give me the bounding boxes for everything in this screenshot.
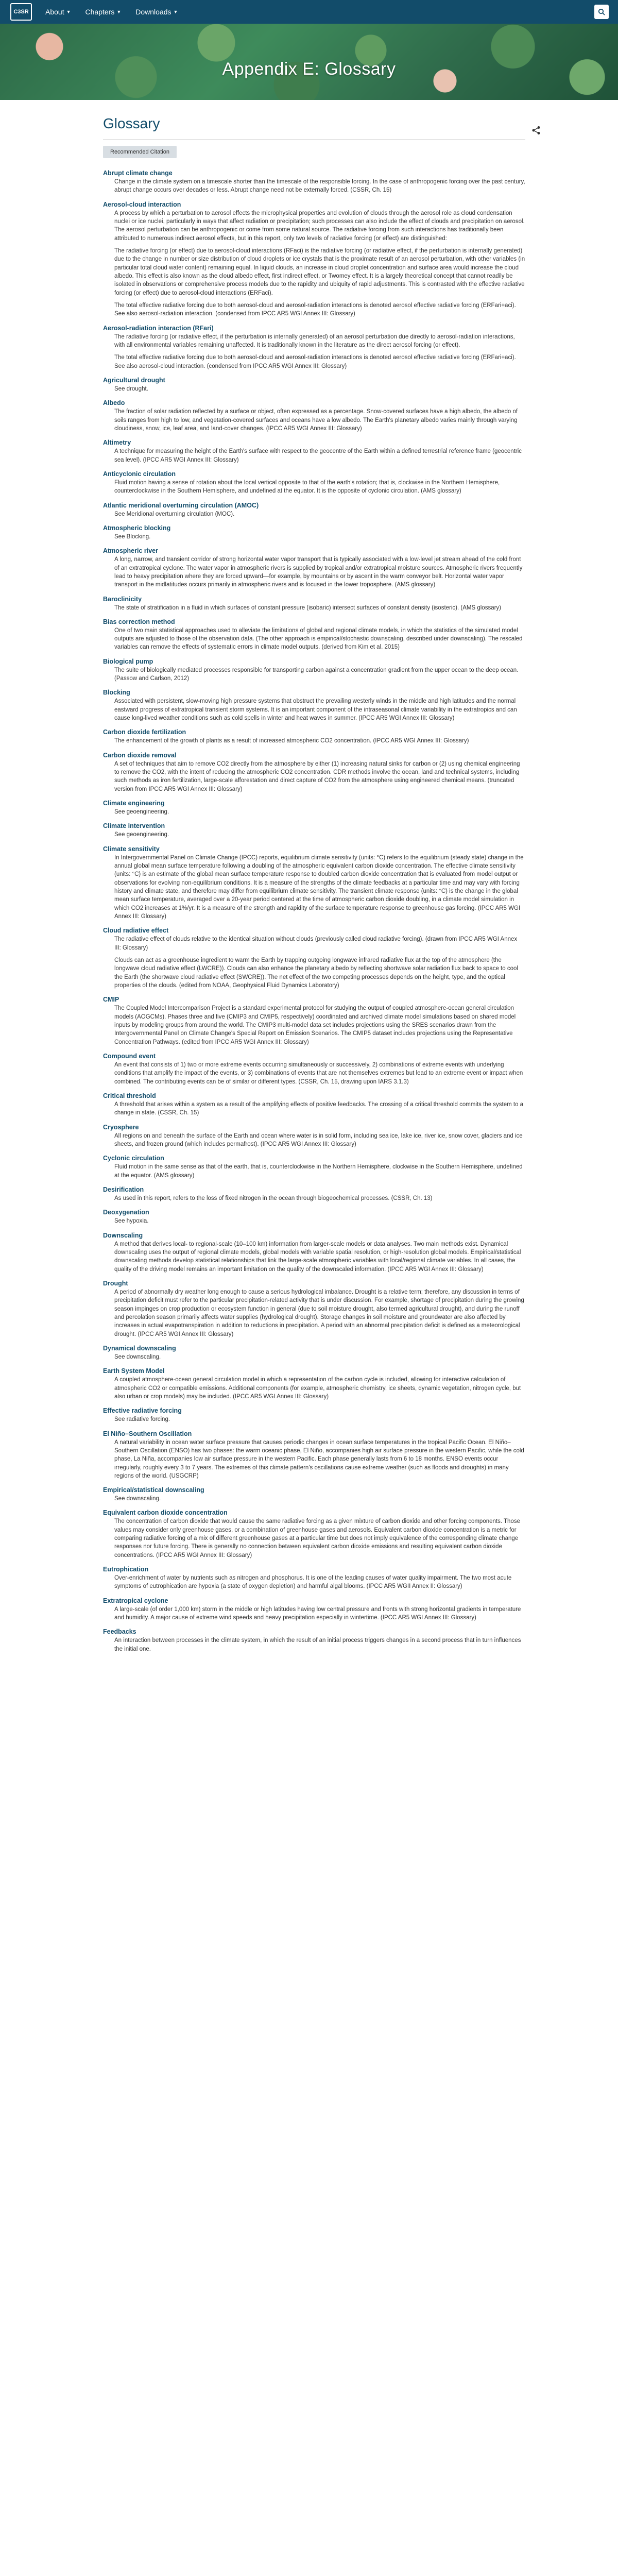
glossary-entry bbox=[103, 524, 525, 541]
glossary-entry bbox=[103, 618, 525, 652]
definition-paragraph: The suite of biologically mediated processes responsible for transporting carbon against a concentration gradient from the upper ocean to the deep ocean. (Passow and Carlson, 2012) bbox=[114, 667, 519, 682]
definition-paragraph: See Meridional overturning circulation (MOC). bbox=[114, 511, 235, 517]
glossary-definition bbox=[114, 533, 525, 541]
definition-paragraph: An event that consists of 1) two or more extreme events occurring simultaneously or successively, 2) combinations of extreme events with underlying conditions that amplify the impact of the events, or 3) combinations of events that are not themselves extremes but lead to an extreme event or impact when combined. The contributing events can be of similar or different types. (CSSR, Ch. 15, drawing upon IARS 3.1.3) bbox=[114, 1061, 523, 1085]
glossary-term: Earth System Model bbox=[103, 1367, 165, 1375]
definition-paragraph: The enhancement of the growth of plants as a result of increased atmospheric CO2 concentration. (IPCC AR5 WGI Annex III: Glossary) bbox=[114, 738, 469, 744]
glossary-term: Climate sensitivity bbox=[103, 845, 160, 853]
definition-paragraph: Associated with persistent, slow-moving high pressure systems that obstruct the prevailing westerly winds in the middle and high latitudes and the normal eastward progress of extratropical transient storm systems. It is an important component of the intraseasonal climate variability in the extratropics and can cause long-lived weather conditions such as cold spells in winter and heat waves in summer. (IPCC AR5 WGI Annex III: Glossary) bbox=[114, 698, 517, 722]
glossary-entry bbox=[103, 470, 525, 496]
glossary-entry bbox=[103, 1186, 525, 1202]
glossary-definition bbox=[114, 1288, 525, 1338]
glossary-term: Atmospheric river bbox=[103, 547, 158, 555]
definition-paragraph: The total effective radiative forcing due to both aerosol-cloud and aerosol-radiation interactions is denoted aerosol effective radiative forcing (ERFari+aci). See also aerosol-cloud interaction. (condensed from IPCC AR5 WGI Annex III: Glossary) bbox=[114, 354, 516, 369]
definition-paragraph: A method that derives local- to regional-scale (10–100 km) information from larger-scale models or data analyses. Two main methods exist. Dynamical downscaling uses the output of regional climate models, global models with variable spatial resolution, or high-resolution global models. Empirical/statistical downscaling methods develop statistical relationships that link the large-scale atmospheric variables with local/regional climate variables. In all cases, the quality of the driving model remains an important limitation on the quality of the downscaled information. (IPCC AR5 WGI Annex III: Glossary) bbox=[114, 1241, 521, 1273]
glossary-definition bbox=[114, 447, 525, 464]
glossary-definition bbox=[114, 385, 525, 393]
definition-paragraph: All regions on and beneath the surface of the Earth and ocean where water is in solid form, including sea ice, lake ice, river ice, snow cover, glaciers and ice sheets, and frozen ground (which includes permafrost). (IPCC AR5 WGI Annex III: Glossary) bbox=[114, 1132, 523, 1147]
definition-paragraph: The concentration of carbon dioxide that would cause the same radiative forcing as a given mixture of carbon dioxide and other forcing components. Those values may consider only greenhouse gases, or a combination of greenhouse gases and aerosols. Equivalent carbon dioxide concentration is a metric for comparing radiative forcing of a mix of different greenhouse gases at a particular time but does not imply equivalence of the corresponding climate change responses nor future forcing. There is generally no connection between equivalent carbon dioxide emissions and resulting equivalent carbon dioxide concentrations. (IPCC AR5 WGI Annex III: Glossary) bbox=[114, 1518, 520, 1558]
glossary-definition bbox=[114, 1240, 525, 1274]
glossary-entry bbox=[103, 1430, 525, 1481]
glossary-entry bbox=[103, 1232, 525, 1274]
glossary-term: Eutrophication bbox=[103, 1566, 149, 1573]
top-navbar bbox=[0, 0, 618, 24]
glossary-term: Aerosol-cloud interaction bbox=[103, 200, 181, 208]
nav-about[interactable] bbox=[45, 8, 71, 16]
glossary-list bbox=[103, 170, 525, 1653]
glossary-entry bbox=[103, 1566, 525, 1591]
glossary-term: Critical threshold bbox=[103, 1092, 156, 1099]
glossary-definition bbox=[114, 831, 525, 839]
glossary-entry bbox=[103, 1209, 525, 1225]
glossary-term: Bias correction method bbox=[103, 618, 175, 625]
glossary-entry bbox=[103, 399, 525, 433]
glossary-entry bbox=[103, 658, 525, 683]
definition-paragraph: A threshold that arises within a system as a result of the amplifying effects of positive feedbacks. The crossing of a critical threshold commits the system to a change in state. (CSSR, Ch. 15) bbox=[114, 1101, 524, 1116]
glossary-term: Atlantic meridional overturning circulation (AMOC) bbox=[103, 501, 259, 509]
nav-chapters[interactable] bbox=[85, 8, 122, 16]
glossary-term: Atmospheric blocking bbox=[103, 524, 171, 532]
nav-downloads[interactable] bbox=[135, 8, 178, 16]
definition-paragraph: A technique for measuring the height of the Earth's surface with respect to the geocentre of the Earth within a defined terrestrial reference frame (geocentric sea level). (IPCC AR5 WGI Annex III: Glossary) bbox=[114, 448, 522, 463]
glossary-term: Extratropical cyclone bbox=[103, 1597, 168, 1604]
definition-paragraph: The radiative forcing (or effect) due to aerosol-cloud interactions (RFaci) is the radiative forcing (or radiative effect, if the perturbation is internally generated) due to the change in number or size distribution of cloud droplets or ice crystals that is the proximate result of an aerosol perturbation, with other variables (in particular total cloud water content) remaining equal. In liquid clouds, an increase in cloud droplet concentration and surface area would increase the cloud albedo. This effect is also known as the cloud albedo effect, first indirect effect, or Twomey effect. It is a largely theoretical concept that cannot readily be isolated in observations or comprehensive process models due to the rapidity and ubiquity of rapid adjustments. This is contrasted with the effective radiative forcing (or effect) due to aerosol-cloud interactions (ERFaci). bbox=[114, 247, 525, 296]
glossary-entry bbox=[103, 325, 525, 370]
definition-paragraph: See hypoxia. bbox=[114, 1218, 149, 1225]
glossary-term: Carbon dioxide fertilization bbox=[103, 728, 186, 736]
glossary-definition bbox=[114, 697, 525, 722]
glossary-term: CMIP bbox=[103, 996, 119, 1004]
share-icon bbox=[531, 126, 541, 135]
definition-paragraph: An interaction between processes in the climate system, in which the result of an initial process triggers changes in a second process that in turn influences the initial one. bbox=[114, 1637, 521, 1652]
glossary-definition bbox=[114, 1415, 525, 1423]
share-button[interactable] bbox=[531, 126, 541, 138]
definition-paragraph: See downscaling. bbox=[114, 1496, 161, 1502]
chevron-down-icon: ▼ bbox=[116, 9, 122, 14]
glossary-term: Altimetry bbox=[103, 439, 131, 447]
glossary-definition bbox=[114, 1353, 525, 1361]
definition-paragraph: One of two main statistical approaches used to alleviate the limitations of global and regional climate models, in which the statistics of the simulated model outputs are adjusted to those of the observation data. (The other approach is empirical/stochastic downscaling, described under downscaling). The rescaled variables can remove the effects of systematic errors in climate model outputs. (derived from Kim et al. 2015) bbox=[114, 627, 523, 651]
definition-paragraph: See downscaling. bbox=[114, 1353, 161, 1360]
glossary-term: Downscaling bbox=[103, 1231, 143, 1239]
glossary-entry bbox=[103, 1486, 525, 1503]
nav-about-label: About bbox=[45, 8, 64, 16]
glossary-term: El Niño–Southern Oscillation bbox=[103, 1430, 192, 1437]
glossary-entry bbox=[103, 822, 525, 839]
definition-paragraph: The fraction of solar radiation reflected by a surface or object, often expressed as a percentage. Snow-covered surfaces have a high albedo, the albedo of soils ranges from high to low, and vegetation-covered surfaces and oceans have a low albedo. The Earth's planetary albedo varies mainly through varying cloudiness, snow, ice, leaf area, and land-cover changes. (IPCC AR5 WGI Annex III: Glossary) bbox=[114, 409, 518, 432]
definition-paragraph: A process by which a perturbation to aerosol effects the microphysical properties and evolution of clouds through the aerosol role as cloud condensation nuclei or ice nuclei, particularly in ways that affect radiation or precipitation; such processes can also include the effect of clouds and precipitation on aerosol. The aerosol perturbation can be anthropogenic or come from some natural source. The radiative forcing from such interactions has traditionally been attributed to numerous indirect aerosol effects, but in this report, only two levels of radiative forcing (or effect) are distinguished: bbox=[114, 210, 525, 242]
definition-paragraph: The state of stratification in a fluid in which surfaces of constant pressure (isobaric) intersect surfaces of constant density (isosteric). (AMS glossary) bbox=[114, 604, 501, 611]
definition-paragraph: Clouds can act as a greenhouse ingredient to warm the Earth by trapping outgoing longwave infrared radiative flux at the top of the atmosphere (the longwave cloud radiative effect (LWCRE)). Clouds can also enhance the planetary albedo by reflecting shortwave solar radiation flux back to space to cool the Earth (the shortwave cloud radiative effect (SWCRE)). The net effect of the two competing processes depends on the height, type, and the optical properties of the clouds. (edited from NOAA, Geophysical Fluid Dynamics Laboratory) bbox=[114, 957, 518, 989]
glossary-term: Drought bbox=[103, 1279, 128, 1287]
glossary-term: Cyclonic circulation bbox=[103, 1155, 164, 1162]
hero-title: Appendix E: Glossary bbox=[222, 59, 396, 79]
glossary-definition bbox=[114, 1100, 525, 1117]
glossary-term: Equivalent carbon dioxide concentration bbox=[103, 1509, 228, 1517]
definition-paragraph: See radiative forcing. bbox=[114, 1416, 170, 1423]
glossary-entry bbox=[103, 502, 525, 518]
glossary-entry bbox=[103, 1407, 525, 1423]
glossary-definition bbox=[114, 178, 525, 195]
glossary-term: Biological pump bbox=[103, 657, 153, 665]
glossary-term: Compound event bbox=[103, 1052, 156, 1060]
glossary-definition bbox=[114, 854, 525, 921]
glossary-entry bbox=[103, 439, 525, 464]
glossary-definition bbox=[114, 333, 525, 370]
definition-paragraph: A set of techniques that aim to remove CO2 directly from the atmosphere by either (1) increasing natural sinks for carbon or (2) using chemical engineering to remove the CO2, with the intent of reducing the atmospheric CO2 concentration. CDR methods involve the ocean, land and technical systems, including such methods as iron fertilization, large-scale afforestation and direct capture of CO2 from the atmosphere using engineered chemical means. (truncated version from IPCC AR5 WGI Annex III: Glossary) bbox=[114, 760, 520, 792]
glossary-term: Abrupt climate change bbox=[103, 170, 173, 177]
glossary-definition bbox=[114, 808, 525, 816]
glossary-term: Empirical/statistical downscaling bbox=[103, 1486, 204, 1494]
glossary-entry bbox=[103, 1053, 525, 1086]
glossary-definition bbox=[114, 1163, 525, 1180]
glossary-term: Albedo bbox=[103, 399, 125, 407]
hero-banner bbox=[0, 24, 618, 100]
definition-paragraph: The Coupled Model Intercomparison Project is a standard experimental protocol for studying the output of coupled atmosphere-ocean general circulation models (AOGCMs). Phases three and five (CMIP3 and CMIP5, respectively) coordinated and archived climate model simulations based on shared model inputs by modeling groups from around the world. The CMIP3 multi-model data set includes projections using the SRES scenarios drawn from the Intergovernmental Panel on Climate Change's Special Report on Emission Scenarios. The CMIP5 dataset includes projections using the Representative Concentration Pathways. (edited from IPCC AR5 WGI Annex III: Glossary) bbox=[114, 1005, 516, 1045]
definition-paragraph: Over-enrichment of water by nutrients such as nitrogen and phosphorus. It is one of the leading causes of water quality impairment. The two most acute symptoms of eutrophication are hypoxia (a state of oxygen depletion) and harmful algal blooms. (IPCC AR5 WGII Annex II: Glossary) bbox=[114, 1575, 512, 1590]
glossary-entry bbox=[103, 689, 525, 722]
nav-downloads-label: Downloads bbox=[135, 8, 171, 16]
glossary-entry bbox=[103, 1597, 525, 1622]
definition-paragraph: Fluid motion having a sense of rotation about the local vertical opposite to that of the earth's rotation; that is, clockwise in the Northern Hemisphere, counterclockwise in the Southern Hemisphere, and undefined at the equator. It is the opposite of cyclonic circulation. (AMS glossary) bbox=[114, 479, 500, 495]
definition-paragraph: The total effective radiative forcing due to both aerosol-cloud and aerosol-radiation interactions is denoted aerosol effective radiative forcing (ERFari+aci). See also aerosol-radiation interaction. (condensed from IPCC AR5 WGI Annex III: Glossary) bbox=[114, 302, 516, 317]
glossary-entry bbox=[103, 1628, 525, 1653]
glossary-term: Anticyclonic circulation bbox=[103, 470, 176, 478]
glossary-entry bbox=[103, 201, 525, 318]
glossary-entry bbox=[103, 845, 525, 921]
site-logo[interactable]: C3SR bbox=[10, 3, 32, 21]
glossary-definition bbox=[114, 760, 525, 793]
glossary-definition bbox=[114, 1004, 525, 1046]
glossary-definition bbox=[114, 935, 525, 990]
definition-paragraph: The radiative effect of clouds relative to the identical situation without clouds (previously called cloud radiative forcing). (drawn from IPCC AR5 WGI Annex III: Glossary) bbox=[114, 936, 518, 951]
glossary-entry bbox=[103, 1155, 525, 1180]
definition-paragraph: A coupled atmosphere-ocean general circulation model in which a representation of the carbon cycle is included, allowing for interactive calculation of atmospheric CO2 or compatible emissions. Additional components (for example, atmospheric chemistry, ice sheets, dynamic vegetation, nitrogen cycle, but also urban or crop models) may be included. (IPCC AR5 WGI Annex III: Glossary) bbox=[114, 1377, 521, 1400]
glossary-definition bbox=[114, 1574, 525, 1591]
glossary-definition bbox=[114, 479, 525, 496]
glossary-entry bbox=[103, 996, 525, 1046]
definition-paragraph: As used in this report, refers to the loss of fixed nitrogen in the ocean through biogeochemical processes. (CSSR, Ch. 13) bbox=[114, 1195, 433, 1201]
definition-paragraph: In Intergovernmental Panel on Climate Change (IPCC) reports, equilibrium climate sensitivity (units: °C) refers to the equilibrium (steady state) change in the annual global mean surface temperature following a doubling of the atmospheric equivalent carbon dioxide concentration. The effective climate sensitivity (units: °C) is an estimate of the global mean surface temperature response to doubled carbon dioxide concentration that is evaluated from model output or observations for evolving non-equilibrium conditions. It is a measure of the strengths of the climate feedbacks at a particular time and may vary with forcing history and climate state, and therefore may differ from equilibrium climate sensitivity. The transient climate response (units: °C) is the change in the global mean surface temperature, averaged over a 20-year period centered at the time of atmospheric carbon dioxide doubling, in a climate model simulation in which CO2 increases at 1%/yr. It is a measure of the strength and rapidity of the surface temperature response to greenhouse gas forcing. (IPCC AR5 WGI Annex III: Glossary) bbox=[114, 854, 524, 920]
definition-paragraph: See Blocking. bbox=[114, 533, 151, 540]
definition-paragraph: A long, narrow, and transient corridor of strong horizontal water vapor transport that is typically associated with a low-level jet stream ahead of the cold front of an extratropical cyclone. The water vapor in atmospheric rivers is supplied by tropical and/or extratropical moisture sources. Atmospheric rivers frequently lead to heavy precipitation where they are forced upward—for example, by mountains or by ascent in the warm conveyor belt. Horizontal water vapor transport in the midlatitudes occurs primarily in atmospheric rivers and is focused in the lower troposphere. (AMS glossary) bbox=[114, 556, 523, 588]
definition-paragraph: See geoengineering. bbox=[114, 832, 169, 838]
glossary-term: Agricultural drought bbox=[103, 376, 165, 384]
glossary-definition bbox=[114, 1495, 525, 1503]
glossary-entry bbox=[103, 752, 525, 793]
glossary-definition bbox=[114, 510, 525, 518]
glossary-definition bbox=[114, 555, 525, 589]
search-icon bbox=[598, 8, 605, 15]
glossary-term: Aerosol-radiation interaction (RFari) bbox=[103, 324, 214, 332]
glossary-entry bbox=[103, 596, 525, 612]
glossary-entry bbox=[103, 800, 525, 816]
definition-paragraph: The radiative forcing (or radiative effect, if the perturbation is internally generated) of an aerosol perturbation due directly to aerosol-radiation interactions, with all environmental variables remaining unaffected. It is traditionally known in the literature as the direct aerosol forcing (or effect). bbox=[114, 333, 515, 348]
glossary-term: Cryosphere bbox=[103, 1123, 139, 1131]
glossary-definition bbox=[114, 408, 525, 433]
chevron-down-icon: ▼ bbox=[66, 9, 71, 14]
glossary-definition bbox=[114, 626, 525, 652]
glossary-definition bbox=[114, 1217, 525, 1225]
definition-paragraph: A large-scale (of order 1,000 km) storm in the middle or high latitudes having low central pressure and fronts with strong horizontal gradients in temperature and humidity. A major cause of extreme wind speeds and heavy precipitation especially in wintertime. (IPCC AR5 WGI Annex III: Glossary) bbox=[114, 1606, 521, 1621]
glossary-definition bbox=[114, 1132, 525, 1149]
glossary-term: Desirification bbox=[103, 1185, 144, 1193]
page-title: Glossary bbox=[103, 115, 525, 140]
glossary-term: Baroclinicity bbox=[103, 595, 142, 603]
glossary-term: Deoxygenation bbox=[103, 1209, 149, 1216]
glossary-entry bbox=[103, 1280, 525, 1338]
glossary-entry bbox=[103, 1509, 525, 1560]
glossary-term: Carbon dioxide removal bbox=[103, 751, 177, 759]
search-button[interactable] bbox=[594, 5, 609, 19]
definition-paragraph: A period of abnormally dry weather long enough to cause a serious hydrological imbalance. Drought is a relative term; therefore, any discussion in terms of precipitation deficit must refer to the particular precipitation-related activity that is under discussion. For example, shortage of precipitation during the growing season impinges on crop production or ecosystem function in general (due to soil moisture drought, also termed agricultural drought), and during the runoff and percolation season primarily affects water supplies (hydrological drought). Storage changes in soil moisture and groundwater are also affected by increases in actual evapotranspiration in addition to reductions in precipitation. A period with an abnormal precipitation deficit is defined as a meteorological drought. (IPCC AR5 WGI Annex III: Glossary) bbox=[114, 1289, 524, 1337]
glossary-definition bbox=[114, 1194, 525, 1202]
glossary-entry bbox=[103, 547, 525, 589]
glossary-definition bbox=[114, 666, 525, 683]
glossary-entry bbox=[103, 1345, 525, 1361]
glossary-term: Blocking bbox=[103, 689, 130, 697]
glossary-term: Dynamical downscaling bbox=[103, 1344, 176, 1352]
glossary-definition bbox=[114, 1605, 525, 1622]
glossary-term: Cloud radiative effect bbox=[103, 927, 169, 935]
definition-paragraph: Fluid motion in the same sense as that of the earth, that is, counterclockwise in the Northern Hemisphere, clockwise in the Southern Hemisphere, undefined at the equator. (AMS glossary) bbox=[114, 1164, 523, 1179]
glossary-definition bbox=[114, 1438, 525, 1481]
chevron-down-icon: ▼ bbox=[173, 9, 178, 14]
glossary-entry bbox=[103, 728, 525, 745]
glossary-term: Climate intervention bbox=[103, 822, 165, 830]
definition-paragraph: See drought. bbox=[114, 385, 148, 392]
glossary-definition bbox=[114, 209, 525, 318]
glossary-entry bbox=[103, 1124, 525, 1149]
definition-paragraph: See geoengineering. bbox=[114, 809, 169, 816]
definition-paragraph: A natural variability in ocean water surface pressure that causes periodic changes in ocean surface temperatures in the tropical Pacific Ocean. El Niño–Southern Oscillation (ENSO) has two phases: the warm oceanic phase, El Niño, accompanies high air surface pressure in the western Pacific, while the cold phase, La Niña, accompanies low air surface pressure in the western Pacific. Each phase generally lasts from 6 to 18 months. ENSO events occur irregularly, roughly every 3 to 7 years. The extremes of this climate pattern's oscillations cause extreme weather (such as floods and droughts) in many regions of the world. (USGCRP) bbox=[114, 1439, 524, 1479]
glossary-entry bbox=[103, 170, 525, 195]
glossary-definition bbox=[114, 1636, 525, 1653]
nav-chapters-label: Chapters bbox=[85, 8, 115, 16]
glossary-definition bbox=[114, 604, 525, 612]
glossary-term: Effective radiative forcing bbox=[103, 1407, 182, 1415]
glossary-term: Feedbacks bbox=[103, 1628, 136, 1636]
definition-paragraph: Change in the climate system on a timescale shorter than the timescale of the responsible forcing. In the case of anthropogenic forcing over the past century, abrupt change occurs over decades or less. Abrupt change need not be externally forced. (CSSR, Ch. 15) bbox=[114, 179, 525, 194]
glossary-definition bbox=[114, 1517, 525, 1560]
glossary-definition bbox=[114, 1061, 525, 1086]
glossary-entry bbox=[103, 1092, 525, 1117]
glossary-entry bbox=[103, 927, 525, 990]
glossary-entry bbox=[103, 377, 525, 393]
main-content bbox=[0, 115, 618, 1653]
glossary-term: Climate engineering bbox=[103, 800, 165, 807]
glossary-definition bbox=[114, 737, 525, 745]
glossary-definition bbox=[114, 1376, 525, 1401]
recommended-citation-button[interactable]: Recommended Citation bbox=[103, 146, 177, 158]
glossary-entry bbox=[103, 1367, 525, 1401]
